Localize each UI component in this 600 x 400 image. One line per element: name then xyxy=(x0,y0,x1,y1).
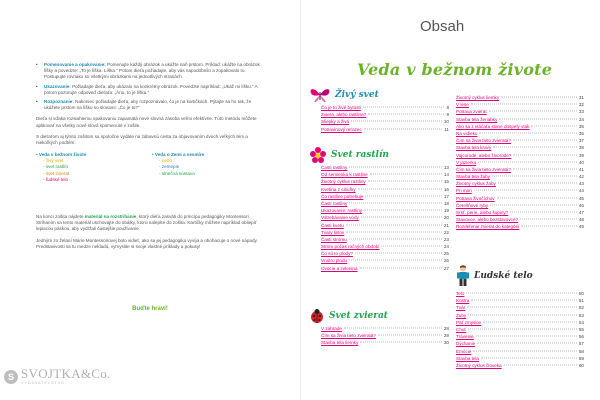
toc-entry[interactable] xyxy=(456,348,584,355)
toc-entry-title[interactable]: Päť zmyslov xyxy=(456,319,482,325)
logo-mark-icon: S xyxy=(4,370,18,384)
intro-paragraph-2: S dieťaťom aj týmto zošitom sa spoločne vydáte na zábavnú cesta za objavovaním dvoch veľkých tém a niekoľkých podtém: xyxy=(36,133,248,146)
toc-entry-title[interactable]: Tvary listov xyxy=(321,229,345,235)
toc-entry[interactable] xyxy=(456,173,584,180)
toc-leader-dots xyxy=(360,342,442,343)
toc-page-number: 11 xyxy=(444,126,449,132)
person-icon xyxy=(456,265,470,287)
toc-page-number: 25 xyxy=(443,251,449,257)
toc-leader-dots xyxy=(349,167,442,168)
page-title: Obsah xyxy=(420,18,465,35)
toc-page-number: 28 xyxy=(443,326,449,331)
toc-entry-title[interactable]: Ovocie a zelenina xyxy=(321,265,358,271)
toc-entry[interactable] xyxy=(456,304,584,311)
toc-entry[interactable] xyxy=(321,236,449,243)
toc-leader-dots xyxy=(346,231,442,232)
toc-page-number: 51 xyxy=(578,298,584,304)
toc-entry[interactable] xyxy=(456,312,584,319)
toc-page-number: 23 xyxy=(443,236,449,242)
toc-page-number: 47 xyxy=(578,210,584,215)
toc-page-number: 31 xyxy=(578,95,584,100)
toc-page-number: 37 xyxy=(578,138,584,144)
toc-leader-dots xyxy=(479,132,576,133)
section-title: Živý svet xyxy=(335,90,379,100)
toc-leader-dots xyxy=(370,174,442,175)
toc-entry[interactable] xyxy=(321,186,449,193)
theme-sub: - ľudské telo xyxy=(43,176,69,182)
toc-entry-title[interactable]: Ukazovanie: rastliny xyxy=(321,208,363,214)
toc-page-number: 14 xyxy=(443,172,449,178)
toc-leader-dots xyxy=(365,195,441,196)
intro-item-term: Pomenovanie a opakovanie: xyxy=(44,62,106,67)
toc-entry-title[interactable]: V jazierku xyxy=(456,159,477,165)
toc-entry[interactable] xyxy=(321,171,449,178)
theme-title-1: • Veda v bežnom živote xyxy=(36,152,87,157)
toc-page-number: 19 xyxy=(443,208,449,214)
toc-page-number: 20 xyxy=(443,215,449,221)
toc-leader-dots xyxy=(497,197,577,198)
toc-entry[interactable] xyxy=(456,166,584,173)
toc-entry[interactable] xyxy=(456,319,584,326)
toc-entry[interactable] xyxy=(456,180,584,187)
section-title: Svet rastlín xyxy=(331,150,389,160)
flower-icon xyxy=(309,146,327,164)
toc-page-number: 10 xyxy=(443,119,449,125)
toc-entry[interactable] xyxy=(456,130,584,137)
butterfly-icon xyxy=(309,87,331,103)
toc-entry-title[interactable]: Vstrebávanie vody xyxy=(321,215,359,221)
toc-page-number: 53 xyxy=(578,312,584,318)
toc-entry[interactable] xyxy=(456,152,584,159)
toc-page-number: 18 xyxy=(443,200,449,206)
logo-brand: SVOJTKA&Co. xyxy=(21,366,111,381)
toc-page-number: 39 xyxy=(578,152,584,158)
toc-entry[interactable] xyxy=(321,332,449,339)
toc-entry[interactable] xyxy=(456,123,584,130)
toc-entry[interactable] xyxy=(321,250,449,257)
toc-page-number: 60 xyxy=(578,362,584,368)
toc-leader-dots xyxy=(466,293,576,294)
intro-item xyxy=(36,84,268,96)
toc-entry[interactable] xyxy=(321,222,449,229)
toc-leader-dots xyxy=(344,328,442,329)
toc-entry[interactable] xyxy=(456,108,584,115)
toc-entry-title[interactable]: Čím sa živia tieto zvieratá? xyxy=(456,138,511,144)
toc-entry[interactable] xyxy=(456,326,584,333)
toc-list xyxy=(321,164,449,272)
closing-section xyxy=(36,214,268,255)
toc-entry[interactable] xyxy=(321,207,449,214)
toc-leader-dots xyxy=(510,212,577,213)
toc-entry[interactable] xyxy=(321,118,449,125)
toc-leader-dots xyxy=(513,140,577,141)
toc-leader-dots xyxy=(489,111,577,112)
theme-title-2: • Veda o Zemi a vesmíre xyxy=(152,152,205,157)
toc-page-number: 27 xyxy=(443,265,449,271)
toc-entry-title[interactable]: Životný cyklus liemky xyxy=(456,95,500,100)
toc-leader-dots xyxy=(363,107,445,108)
intro-item-text: Nakoniec požiadajte dieťa, aby rozpoznávalo, čo je na kartičkách. Pýtajte sa ho tak, že ukážete prstom na líšku so slovami: „Čo je to?“ xyxy=(44,99,252,111)
closing-paragraph-2: Jedným zo želaní Márie Montessoriovej bolo vidieť, ako sa jej pedagogika vyvíja a obohacuje o nové nápady. Predstavivosti sa tu medze nekladú, vymyslite si svoje vlastné príklady a pokusy! xyxy=(36,237,258,249)
toc-page-number: 16 xyxy=(443,186,449,192)
theme-sub: - zemepis xyxy=(159,164,179,170)
toc-page-number: 33 xyxy=(578,109,584,115)
toc-entry-title[interactable]: Kvetina z cibuľky xyxy=(321,186,356,192)
section-header xyxy=(456,264,584,288)
toc-entry-title[interactable]: Stavovce, alebo bezstavovce? xyxy=(456,217,519,223)
toc-entry[interactable] xyxy=(456,94,584,101)
toc-page-number: 58 xyxy=(578,348,584,354)
toc-page-number: 8 xyxy=(446,105,449,110)
toc-page-number: 17 xyxy=(443,193,449,199)
toc-leader-dots xyxy=(346,224,442,225)
toc-entry[interactable] xyxy=(456,101,584,108)
toc-leader-dots xyxy=(349,260,442,261)
toc-entry[interactable] xyxy=(321,339,449,346)
toc-leader-dots xyxy=(493,147,577,148)
toc-entry-title[interactable]: Životný cyklus rastliny xyxy=(321,179,366,185)
toc-entry-title[interactable]: Časti rastliny xyxy=(321,200,348,206)
toc-entry-title[interactable]: Časti rastliny xyxy=(321,165,348,170)
toc-entry-title[interactable]: Životný cyklus žaby xyxy=(456,181,496,187)
toc-leader-dots xyxy=(471,300,577,301)
toc-entry[interactable] xyxy=(321,164,449,171)
toc-page-number: 29 xyxy=(443,333,449,339)
main-section-title: Veda v bežnom živote xyxy=(357,60,553,79)
toc-entry-title[interactable]: Potravinový reťazec xyxy=(321,126,362,132)
toc-leader-dots xyxy=(361,217,442,218)
toc-list xyxy=(321,104,449,133)
toc-entry[interactable] xyxy=(321,178,449,185)
toc-entry-title[interactable]: Stavba tela liemky xyxy=(321,340,359,346)
toc-page-number: 59 xyxy=(578,355,584,361)
toc-leader-dots xyxy=(476,336,577,337)
toc-entry[interactable] xyxy=(456,216,584,223)
toc-leader-dots xyxy=(351,121,442,122)
toc-leader-dots xyxy=(513,168,577,169)
logo-publisher: VYDAVATEĽSTVO xyxy=(21,380,65,385)
intro-list xyxy=(36,62,268,111)
toc-entry-title[interactable]: Chuť xyxy=(456,326,467,332)
toc-leader-dots xyxy=(349,202,442,203)
toc-entry-title[interactable]: Pri mori xyxy=(456,188,472,194)
section-svet-zvierat-continued xyxy=(456,94,584,231)
toc-leader-dots xyxy=(368,114,444,115)
toc-entry[interactable] xyxy=(321,325,449,332)
toc-entry[interactable] xyxy=(456,340,584,347)
toc-entry[interactable] xyxy=(321,214,449,221)
toc-leader-dots xyxy=(513,154,577,155)
toc-leader-dots xyxy=(477,343,577,344)
toc-leader-dots xyxy=(364,128,442,129)
toc-page-number: 34 xyxy=(578,116,584,122)
toc-entry[interactable] xyxy=(321,193,449,200)
toc-page-number: 22 xyxy=(443,229,449,235)
intro-item-term: Rozpoznanie: xyxy=(44,99,74,105)
intro-item-text: Požiadajte dieťa, aby ukázalo na konkrétny obrázok. Povedzte napríklad: „Ukáž mi líšku.“ A potom pozorujte odpoveď dieťaťa: „Áno, to je líška.“ xyxy=(44,83,258,95)
toc-entry[interactable] xyxy=(321,104,449,111)
toc-entry-title[interactable]: Telo xyxy=(456,291,465,296)
toc-leader-dots xyxy=(349,238,442,239)
toc-entry[interactable] xyxy=(456,209,584,216)
toc-entry-title[interactable]: Od semienka k rastline xyxy=(321,172,368,178)
toc-entry-title[interactable]: Vnútro plodu xyxy=(321,258,348,264)
toc-entry-title[interactable]: Čím sa živia tieto zvieratá? xyxy=(321,333,376,339)
toc-page-number: 57 xyxy=(578,341,584,347)
toc-entry-title[interactable]: Rozdeľenie zvierat do kategórií xyxy=(456,224,520,230)
toc-entry-title[interactable]: Čerešňové ryby xyxy=(456,202,489,208)
toc-page-number: 55 xyxy=(578,326,584,332)
toc-leader-dots xyxy=(474,190,577,191)
toc-entry-title[interactable]: Tvár xyxy=(456,305,466,311)
toc-leader-dots xyxy=(490,204,577,205)
toc-page-number: 38 xyxy=(578,145,584,151)
toc-leader-dots xyxy=(483,321,577,322)
toc-page-number: 44 xyxy=(578,188,584,194)
toc-leader-dots xyxy=(364,210,442,211)
toc-entry-title[interactable]: Čo sú to plody? xyxy=(321,251,353,257)
section-title: Ľudské telo xyxy=(474,271,533,281)
toc-leader-dots xyxy=(498,183,577,184)
toc-page-number: 15 xyxy=(443,179,449,185)
toc-entry-title[interactable]: Trávenie xyxy=(456,334,474,340)
toc-page-number: 48 xyxy=(578,217,584,223)
toc-page-number: 50 xyxy=(578,291,584,296)
theme-column-1 xyxy=(36,152,136,183)
toc-leader-dots xyxy=(521,226,576,227)
toc-leader-dots xyxy=(358,188,442,189)
toc-leader-dots xyxy=(467,307,577,308)
toc-entry-title[interactable]: Srsť, perie, alebo šupiny? xyxy=(456,210,509,215)
toc-leader-dots xyxy=(473,350,577,351)
section-zivy-svet xyxy=(309,86,449,133)
section-svet-zvierat xyxy=(309,307,449,347)
toc-page-number: 43 xyxy=(578,181,584,187)
toc-entry-title[interactable]: Čo rastline potrebuje xyxy=(321,193,364,199)
toc-entry[interactable] xyxy=(321,243,449,250)
toc-page-number: 56 xyxy=(578,334,584,340)
section-svet-rastlin xyxy=(309,146,449,272)
toc-leader-dots xyxy=(520,219,577,220)
toc-page-number: 9 xyxy=(446,112,449,118)
toc-entry[interactable] xyxy=(456,202,584,209)
toc-leader-dots xyxy=(368,181,442,182)
toc-entry-title[interactable]: Zviera, alebo rastlina? xyxy=(321,112,367,118)
toc-page-number: 54 xyxy=(578,319,584,325)
toc-entry-title[interactable]: Stavba tela xyxy=(456,355,479,361)
toc-leader-dots xyxy=(478,161,577,162)
toc-list xyxy=(456,290,584,369)
intro-item xyxy=(36,62,268,81)
theme-sub: - nebo xyxy=(159,158,173,164)
toc-entry-title[interactable]: Časti stromu xyxy=(321,236,347,242)
toc-entry[interactable] xyxy=(456,297,584,304)
toc-entry-title[interactable]: Čím sa živia tieto zvieratá? xyxy=(456,166,511,172)
slogan: Buďte hraví! xyxy=(132,306,168,312)
toc-entry-title[interactable]: Čo je to živé bytosti xyxy=(321,105,361,110)
toc-entry-title[interactable]: Potrava zvierat xyxy=(456,109,487,115)
theme-sub: - živý svet xyxy=(43,158,64,164)
theme-list xyxy=(36,152,268,183)
toc-entry[interactable] xyxy=(456,362,584,369)
toc-entry[interactable] xyxy=(321,257,449,264)
toc-entry-title[interactable]: Vajcorodé, alebo živorodé? xyxy=(456,152,512,158)
toc-entry[interactable] xyxy=(321,200,449,207)
toc-entry[interactable] xyxy=(456,290,584,297)
toc-entry-title[interactable]: Strom počas ročných období xyxy=(321,244,380,250)
toc-entry-title[interactable]: Kostra xyxy=(456,298,470,304)
toc-leader-dots xyxy=(381,246,441,247)
toc-page-number: 36 xyxy=(578,130,584,136)
toc-entry-title[interactable]: Stavba tela žaby xyxy=(456,174,490,180)
toc-entry-title[interactable]: Stavba tela kravy xyxy=(456,145,492,151)
toc-leader-dots xyxy=(504,364,577,365)
toc-page-number: 21 xyxy=(443,222,449,228)
toc-entry[interactable] xyxy=(321,111,449,118)
section-header xyxy=(309,307,449,325)
toc-entry-title[interactable]: Stavba tela žeriabky xyxy=(456,116,498,122)
toc-entry[interactable] xyxy=(456,144,584,151)
section-header xyxy=(309,146,449,164)
toc-entry[interactable] xyxy=(456,195,584,202)
toc-entry-title[interactable]: Dýchanie xyxy=(456,341,476,347)
toc-leader-dots xyxy=(468,314,577,315)
toc-entry[interactable] xyxy=(456,137,584,144)
toc-entry-title[interactable]: V lese xyxy=(456,102,469,108)
toc-entry-title[interactable]: Ako sa z vtáčaťa stane dospelý vták xyxy=(456,123,530,129)
toc-entry-title[interactable]: Emócie xyxy=(456,348,472,354)
toc-page-number: 52 xyxy=(578,305,584,311)
toc-entry[interactable] xyxy=(456,116,584,123)
theme-sub: - svet rastlín xyxy=(43,164,69,170)
toc-leader-dots xyxy=(355,253,442,254)
toc-list xyxy=(456,94,584,231)
toc-entry[interactable] xyxy=(321,265,449,272)
toc-page-number: 32 xyxy=(578,102,584,108)
toc-page-number: 13 xyxy=(443,165,449,170)
toc-leader-dots xyxy=(499,118,577,119)
toc-page-number: 42 xyxy=(578,174,584,180)
toc-leader-dots xyxy=(481,357,577,358)
section-header xyxy=(309,86,449,104)
closing-paragraph-1: Na konci zošita nájdete materiál na rozstrihanie, ktorý dieťa zasväti do princípu pedagogiky Montessori. Strihaním sa tento materiál uschovajte do obálky, ktorú nalepíte do zošita. Kartičky môžete napríklad obliepiť lepiacou páskou, aby vydržali častejšie používanie. xyxy=(36,214,257,232)
intro-paragraph-1: Dieťa si vďaka rozsiahlemu opakovaniu zapamätá nové slovná zásoba veľmi efektívne. Túto metódu môžete aplikovať na všetky nové slová spomenuté v zošite. xyxy=(36,116,257,128)
toc-page-number: 26 xyxy=(443,258,449,264)
theme-column-2 xyxy=(152,152,252,183)
toc-entry[interactable] xyxy=(456,159,584,166)
intro-section xyxy=(36,62,268,146)
toc-entry[interactable] xyxy=(456,187,584,194)
toc-entry[interactable] xyxy=(321,229,449,236)
toc-page-number: 40 xyxy=(578,159,584,165)
toc-leader-dots xyxy=(468,328,577,329)
toc-entry[interactable] xyxy=(456,355,584,362)
toc-leader-dots xyxy=(501,97,577,98)
toc-entry[interactable] xyxy=(321,126,449,133)
toc-page-number: 35 xyxy=(578,123,584,129)
intro-item xyxy=(36,99,268,111)
toc-entry-title[interactable]: Na vidieku xyxy=(456,130,478,136)
toc-entry[interactable] xyxy=(456,333,584,340)
toc-leader-dots xyxy=(471,104,577,105)
toc-leader-dots xyxy=(492,176,577,177)
theme-sub: - svet zvierat xyxy=(43,170,70,176)
intro-item-term: Ukazovanie: xyxy=(44,83,71,89)
toc-page-number: 49 xyxy=(578,224,584,230)
toc-entry-title[interactable]: Sliepky a živá xyxy=(321,119,350,125)
toc-page-number: 24 xyxy=(443,244,449,250)
section-title: Svet zvierat xyxy=(329,311,388,321)
toc-entry-title[interactable]: V záhrade xyxy=(321,326,342,331)
toc-entry-title[interactable]: Časti kvetu xyxy=(321,222,344,228)
toc-leader-dots xyxy=(531,125,576,126)
section-ludske-telo xyxy=(456,264,584,369)
publisher-logo xyxy=(4,368,111,385)
toc-leader-dots xyxy=(360,267,442,268)
toc-list xyxy=(321,325,449,347)
ladybug-icon xyxy=(309,308,325,324)
toc-page-number: 46 xyxy=(578,202,584,208)
toc-entry-title[interactable]: Potrava živočíchov xyxy=(456,195,495,201)
toc-entry-title[interactable]: Životný cyklus človeka xyxy=(456,362,502,368)
toc-entry[interactable] xyxy=(456,223,584,230)
toc-page-number: 30 xyxy=(443,340,449,346)
toc-leader-dots xyxy=(378,335,442,336)
intro-item-text: Pomenujte každý obrázok a ukážte naň prstom. Príklad: ukážte na obrázok líšky a povedzte: „To je líška. Líška.“ Potom dieťa požiadajte, aby vás napodobnilo a zopakovalo to. Postupujte rovnako so všetkými obrázkami na jednotlivých stranách. xyxy=(44,62,260,80)
toc-page-number: 41 xyxy=(578,166,584,172)
theme-sub: - slnečná sústava xyxy=(159,170,195,176)
toc-page-number: 45 xyxy=(578,195,584,201)
toc-entry-title[interactable]: Zuby xyxy=(456,312,467,318)
